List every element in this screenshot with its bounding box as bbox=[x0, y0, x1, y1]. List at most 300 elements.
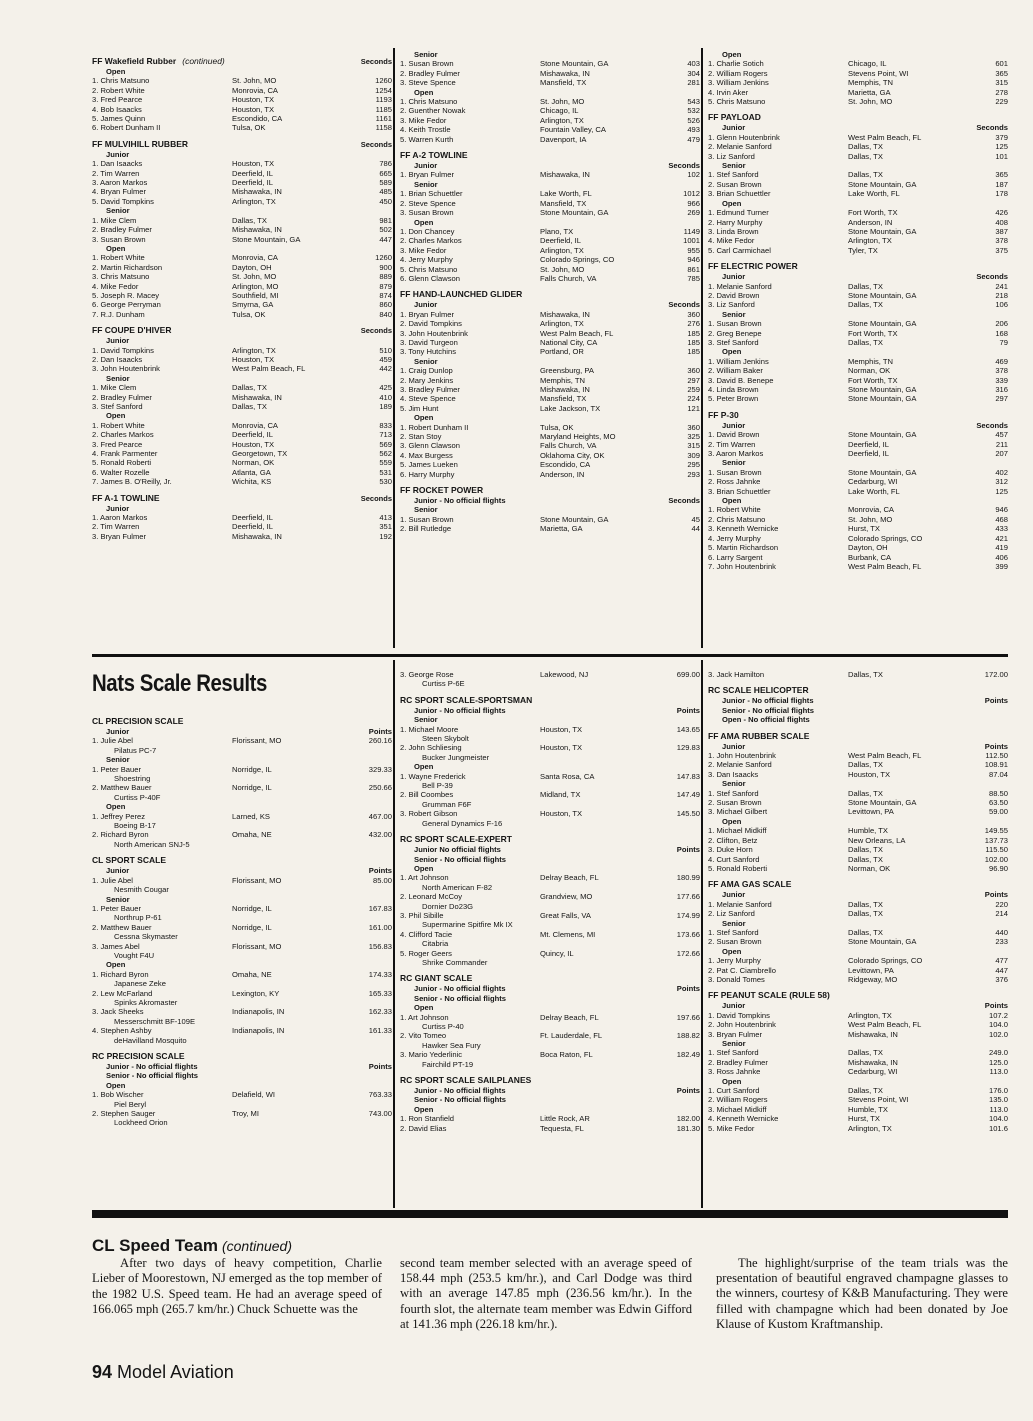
aircraft-name: Citabria bbox=[422, 939, 449, 949]
competitor-name: 2. Charles Markos bbox=[92, 430, 154, 440]
competitor-name: 1. Jeffrey Perez bbox=[92, 811, 146, 821]
competitor-location: West Palm Beach, FL bbox=[848, 1020, 922, 1030]
result-row bbox=[400, 451, 700, 460]
results-section bbox=[708, 670, 1008, 679]
result-row bbox=[92, 923, 392, 932]
category-row bbox=[708, 458, 1008, 467]
competitor-name: 3. Phil Sibille bbox=[400, 910, 444, 920]
result-row bbox=[92, 1007, 392, 1016]
section-title-text bbox=[400, 695, 532, 706]
results-column-b bbox=[400, 50, 700, 648]
result-row bbox=[400, 97, 700, 106]
section-name: RC PRECISION SCALE bbox=[92, 1051, 185, 1061]
result-row bbox=[708, 1114, 1008, 1123]
category-label: Open bbox=[106, 1080, 126, 1090]
result-value: 224 bbox=[687, 394, 700, 404]
result-row bbox=[92, 197, 392, 206]
competitor-location: Stone Mountain, GA bbox=[848, 467, 917, 477]
result-row bbox=[92, 310, 392, 319]
competitor-location: Dallas, TX bbox=[848, 170, 883, 180]
result-row bbox=[708, 300, 1008, 309]
competitor-name: 3. Mario Yederlinic bbox=[400, 1050, 463, 1060]
category-row bbox=[92, 336, 392, 345]
competitor-name: 2. Susan Brown bbox=[708, 937, 762, 947]
competitor-name: 4. Linda Brown bbox=[708, 385, 759, 394]
competitor-name: 4. Clifford Tacie bbox=[400, 929, 453, 939]
section-title-text bbox=[400, 150, 468, 161]
result-row bbox=[400, 1114, 700, 1123]
result-value: 59.00 bbox=[988, 807, 1008, 817]
category-label: Junior bbox=[722, 272, 746, 282]
section-title-text bbox=[92, 855, 166, 866]
competitor-location: Escondido, CA bbox=[540, 460, 591, 470]
result-row bbox=[708, 670, 1008, 679]
aircraft-name: North American SNJ-5 bbox=[114, 839, 190, 849]
result-value: 112.50 bbox=[985, 751, 1008, 761]
competitor-name: 2. Susan Brown bbox=[708, 179, 762, 189]
competitor-name: 5. Chris Matsuno bbox=[708, 97, 766, 107]
result-value: 207 bbox=[995, 449, 1008, 459]
section-name: FF MULVIHILL RUBBER bbox=[92, 138, 189, 149]
result-value: 1161 bbox=[375, 114, 392, 124]
competitor-name: 2. Susan Brown bbox=[708, 798, 762, 808]
result-value: 457 bbox=[995, 430, 1008, 440]
competitor-location: Portland, OR bbox=[540, 347, 584, 357]
result-value: 786 bbox=[379, 159, 392, 169]
unit-label bbox=[968, 947, 1008, 956]
competitor-name: 3. James Abel bbox=[92, 941, 140, 951]
competitor-name: 2. Ross Jahnke bbox=[708, 477, 761, 487]
competitor-name: 4. Steve Spence bbox=[400, 394, 456, 404]
category-label: Junior bbox=[722, 123, 746, 133]
competitor-name: 1. Brian Schuettler bbox=[400, 189, 463, 199]
result-row bbox=[708, 291, 1008, 300]
competitor-location: Troy, MI bbox=[232, 1109, 259, 1119]
competitor-location: Midland, TX bbox=[540, 790, 581, 800]
competitor-name: 1. Stef Sanford bbox=[708, 788, 759, 798]
competitor-location: Fort Worth, TX bbox=[848, 328, 898, 338]
competitor-location: New Orleans, LA bbox=[848, 835, 906, 845]
category-row bbox=[400, 161, 700, 170]
category-label: Junior No official flights bbox=[414, 845, 501, 855]
result-value: 1001 bbox=[683, 236, 700, 246]
competitor-name: 3. Kenneth Wernicke bbox=[708, 524, 779, 534]
results-section bbox=[708, 112, 1008, 255]
competitor-location: Escondido, CA bbox=[232, 114, 283, 124]
unit-label bbox=[660, 50, 700, 59]
result-value: 532 bbox=[687, 106, 700, 116]
competitor-name: 1. Michael Moore bbox=[400, 724, 459, 734]
competitor-location: Arlington, TX bbox=[848, 1010, 892, 1020]
competitor-name: 2. Mary Jenkins bbox=[400, 375, 454, 385]
result-row bbox=[400, 246, 700, 255]
category-row bbox=[92, 960, 392, 969]
competitor-name: 2. Dan Isaacks bbox=[92, 354, 143, 364]
result-row bbox=[400, 1031, 700, 1040]
unit-label bbox=[968, 496, 1008, 505]
competitor-location: Norman, OK bbox=[232, 458, 275, 468]
category-label: Senior bbox=[414, 179, 438, 189]
result-row bbox=[92, 430, 392, 439]
result-row bbox=[400, 911, 700, 920]
competitor-name: 5. Carl Carmichael bbox=[708, 245, 771, 255]
category-label: Senior - No official flights bbox=[414, 854, 506, 864]
competitor-location: Stone Mountain, GA bbox=[848, 430, 917, 440]
category-label: Senior bbox=[722, 918, 746, 928]
article-title bbox=[92, 1238, 382, 1254]
competitor-location: Memphis, TN bbox=[848, 356, 894, 366]
category-row bbox=[92, 1071, 392, 1080]
result-row bbox=[92, 477, 392, 486]
aircraft-name: Spinks Akromaster bbox=[114, 997, 178, 1007]
result-value: 543 bbox=[687, 97, 700, 107]
result-value: 763.33 bbox=[368, 1090, 392, 1100]
competitor-location: Mansfield, TX bbox=[540, 198, 587, 208]
aircraft-name: Messerschmitt BF-109E bbox=[114, 1016, 196, 1026]
section-name: FF A-1 TOWLINE bbox=[92, 492, 160, 503]
result-row bbox=[400, 743, 700, 752]
aircraft-name: Pilatus PC-7 bbox=[114, 745, 157, 755]
unit-label: Seconds bbox=[976, 272, 1008, 282]
competitor-location: Deerfield, IL bbox=[540, 236, 581, 246]
section-title-text bbox=[708, 261, 798, 272]
competitor-location: Dallas, TX bbox=[848, 845, 883, 855]
competitor-name: 2. Clifton, Betz bbox=[708, 835, 758, 845]
section-name: FF ROCKET POWER bbox=[400, 485, 484, 496]
competitor-location: Arlington, TX bbox=[540, 115, 584, 125]
competitor-name: 1. Chris Matsuno bbox=[400, 97, 458, 107]
results-section bbox=[92, 855, 392, 1045]
result-row bbox=[400, 310, 700, 319]
result-row bbox=[708, 477, 1008, 486]
result-value: 178 bbox=[995, 189, 1008, 199]
competitor-location: Houston, TX bbox=[232, 439, 275, 449]
unit-label bbox=[968, 1077, 1008, 1086]
result-row bbox=[708, 1020, 1008, 1029]
competitor-location: Little Rock, AR bbox=[540, 1114, 590, 1124]
article-paragraph: second team member selected with an average speed of 158.44 mph (253.5 km/hr.), and Carl Dodge was third with an average 147.85 mph (236.56 km/hr.). In the fourth slot, the alternate team member was Edwin Gifford at 141.36 mph (226.18 km/hr.). bbox=[400, 1256, 692, 1331]
competitor-name: 1. Wayne Frederick bbox=[400, 771, 466, 781]
section-title-text bbox=[708, 410, 739, 421]
competitor-name: 2. Pat C. Ciambrello bbox=[708, 965, 776, 975]
section-title-text bbox=[708, 879, 791, 890]
category-row bbox=[708, 496, 1008, 505]
result-value: 329.33 bbox=[368, 764, 392, 774]
result-value: 699.00 bbox=[676, 670, 700, 679]
competitor-location: St. John, MO bbox=[232, 272, 277, 282]
section-title bbox=[708, 731, 1008, 742]
competitor-location: Deerfield, IL bbox=[232, 168, 273, 178]
category-row bbox=[708, 199, 1008, 208]
result-value: 214 bbox=[995, 909, 1008, 919]
competitor-name: 3. Mike Fedor bbox=[400, 115, 447, 125]
result-value: 113.0 bbox=[989, 1104, 1008, 1114]
result-row bbox=[708, 338, 1008, 347]
result-row bbox=[708, 956, 1008, 965]
unit-label bbox=[968, 919, 1008, 928]
result-row bbox=[708, 97, 1008, 106]
result-value: 107.2 bbox=[988, 1010, 1008, 1020]
competitor-name: 4. Mike Fedor bbox=[708, 236, 755, 246]
aircraft-row bbox=[400, 1041, 700, 1050]
unit-label bbox=[968, 310, 1008, 319]
category-row bbox=[400, 845, 700, 854]
category-label: Junior bbox=[106, 149, 130, 159]
result-value: 96.90 bbox=[988, 863, 1008, 873]
result-value: 900 bbox=[379, 262, 392, 272]
results-section bbox=[400, 485, 700, 534]
competitor-name: 6. Robert Dunham II bbox=[92, 123, 161, 133]
results-section bbox=[708, 410, 1008, 572]
competitor-name: 5. Chris Matsuno bbox=[400, 264, 458, 274]
result-value: 147.83 bbox=[676, 771, 700, 781]
competitor-name: 1. Charlie Sotich bbox=[708, 59, 764, 69]
competitor-location: West Palm Beach, FL bbox=[848, 751, 922, 761]
competitor-location: Dallas, TX bbox=[848, 1048, 883, 1058]
result-value: 304 bbox=[687, 68, 700, 78]
result-value: 562 bbox=[379, 449, 392, 459]
category-label: Senior bbox=[722, 458, 746, 468]
competitor-location: Marietta, GA bbox=[540, 524, 583, 534]
competitor-name: 2. Tim Warren bbox=[708, 439, 756, 449]
unit-label bbox=[968, 458, 1008, 467]
aircraft-name: Hawker Sea Fury bbox=[422, 1040, 481, 1050]
result-value: 526 bbox=[687, 115, 700, 125]
result-row bbox=[708, 88, 1008, 97]
competitor-location: Florissant, MO bbox=[232, 875, 282, 885]
section-title-text bbox=[92, 493, 160, 504]
competitor-location: Mishawaka, IN bbox=[232, 531, 282, 541]
category-row bbox=[400, 496, 700, 505]
competitor-location: Grandview, MO bbox=[540, 892, 593, 902]
column-divider bbox=[393, 660, 395, 1208]
category-label: Open bbox=[722, 347, 742, 357]
aircraft-name: Steen Skybolt bbox=[422, 734, 469, 744]
result-value: 297 bbox=[687, 375, 700, 385]
competitor-location: Stone Mountain, GA bbox=[848, 319, 917, 329]
section-unit: Seconds bbox=[360, 326, 392, 336]
result-row bbox=[400, 265, 700, 274]
competitor-name: 1. Aaron Markos bbox=[92, 513, 148, 523]
result-value: 419 bbox=[995, 543, 1008, 553]
competitor-name: 3. Bryan Fulmer bbox=[92, 531, 147, 541]
category-label: Junior - No official flights bbox=[414, 984, 506, 994]
competitor-location: Humble, TX bbox=[848, 1104, 888, 1114]
category-label: Junior bbox=[414, 300, 438, 310]
section-title bbox=[708, 990, 1008, 1001]
unit-label bbox=[968, 199, 1008, 208]
result-value: 351 bbox=[379, 522, 392, 532]
section-name: FF P-30 bbox=[708, 409, 739, 420]
competitor-location: Monrovia, CA bbox=[232, 253, 279, 263]
competitor-name: 2. Stephen Sauger bbox=[92, 1109, 156, 1119]
competitor-location: Mishawaka, IN bbox=[540, 309, 590, 319]
competitor-location: West Palm Beach, FL bbox=[540, 328, 614, 338]
section-title-text bbox=[708, 112, 761, 123]
category-row bbox=[92, 802, 392, 811]
result-value: 413 bbox=[379, 513, 392, 523]
category-row bbox=[708, 347, 1008, 356]
result-value: 531 bbox=[379, 467, 392, 477]
unit-label: Points bbox=[676, 984, 700, 994]
competitor-name: 1. Stef Sanford bbox=[708, 170, 759, 180]
result-value: 665 bbox=[379, 168, 392, 178]
aircraft-row bbox=[92, 774, 392, 783]
result-value: 101.6 bbox=[988, 1123, 1008, 1133]
competitor-location: Houston, TX bbox=[540, 743, 583, 753]
competitor-name: 7. John Houtenbrink bbox=[708, 561, 776, 571]
section-name: RC SCALE HELICOPTER bbox=[708, 685, 809, 696]
aircraft-row bbox=[92, 1017, 392, 1026]
result-value: 402 bbox=[995, 467, 1008, 477]
result-row bbox=[400, 515, 700, 524]
competitor-location: Davenport, IA bbox=[540, 134, 587, 144]
result-value: 79 bbox=[999, 337, 1008, 347]
category-label: Senior bbox=[106, 894, 130, 904]
aircraft-name: Supermarine Spitfire Mk IX bbox=[422, 920, 513, 930]
aircraft-name: Curtiss P-40 bbox=[422, 1022, 464, 1031]
result-row bbox=[708, 366, 1008, 375]
competitor-location: Stone Mountain, GA bbox=[232, 234, 301, 244]
result-value: 316 bbox=[995, 385, 1008, 394]
result-row bbox=[708, 218, 1008, 227]
section-name: FF Wakefield Rubber bbox=[92, 56, 177, 66]
result-row bbox=[400, 338, 700, 347]
results-section bbox=[400, 834, 700, 967]
result-value: 467.00 bbox=[368, 811, 392, 821]
category-row bbox=[92, 206, 392, 215]
result-row bbox=[708, 760, 1008, 769]
competitor-name: 3. Michael Gilbert bbox=[708, 807, 768, 817]
result-value: 379 bbox=[995, 132, 1008, 142]
unit-label bbox=[968, 817, 1008, 826]
result-row bbox=[708, 59, 1008, 68]
competitor-name: 2. Richard Byron bbox=[92, 830, 149, 840]
category-label: Open bbox=[722, 50, 742, 59]
category-row bbox=[400, 706, 700, 715]
unit-label: Seconds bbox=[668, 300, 700, 310]
competitor-location: Chicago, IL bbox=[848, 59, 887, 69]
aircraft-name: North American F-82 bbox=[422, 882, 493, 892]
result-row bbox=[400, 199, 700, 208]
aircraft-row bbox=[400, 958, 700, 967]
result-row bbox=[92, 114, 392, 123]
result-value: 44 bbox=[691, 524, 700, 534]
category-label: Open bbox=[414, 87, 434, 97]
results-section bbox=[400, 150, 700, 283]
competitor-location: Norman, OK bbox=[848, 366, 891, 376]
section-title-text bbox=[92, 325, 171, 336]
section-title bbox=[92, 716, 392, 727]
aircraft-name: Boeing B-17 bbox=[114, 821, 156, 831]
result-value: 165.33 bbox=[368, 988, 392, 998]
result-row bbox=[708, 909, 1008, 918]
section-name: RC GIANT SCALE bbox=[400, 973, 473, 984]
results-section bbox=[400, 50, 700, 144]
category-label: Senior bbox=[414, 505, 438, 515]
result-row bbox=[708, 487, 1008, 496]
competitor-name: 2. Tim Warren bbox=[92, 168, 140, 178]
section-name: FF A-2 TOWLINE bbox=[400, 150, 468, 161]
competitor-location: West Palm Beach, FL bbox=[848, 132, 922, 142]
result-value: 315 bbox=[687, 441, 700, 451]
section-name: FF ELECTRIC POWER bbox=[708, 261, 798, 272]
competitor-name: 1. Peter Bauer bbox=[92, 764, 141, 774]
unit-label bbox=[968, 706, 1008, 715]
section-title-text bbox=[400, 1075, 531, 1086]
aircraft-name: Bell P-39 bbox=[422, 781, 453, 791]
article-title-continued: (continued) bbox=[221, 1238, 293, 1254]
competitor-name: 4. Kenneth Wernicke bbox=[708, 1114, 779, 1124]
competitor-location: Smyrna, GA bbox=[232, 300, 274, 310]
competitor-location: Monrovia, CA bbox=[232, 85, 279, 95]
result-row bbox=[92, 178, 392, 187]
competitor-name: 1. Bryan Fulmer bbox=[400, 170, 455, 180]
result-value: 442 bbox=[379, 364, 392, 374]
category-row bbox=[708, 272, 1008, 281]
result-row bbox=[708, 449, 1008, 458]
competitor-location: Chicago, IL bbox=[540, 106, 579, 116]
category-row bbox=[92, 727, 392, 736]
result-value: 197.66 bbox=[676, 1012, 700, 1022]
section-title-text bbox=[400, 973, 472, 984]
section-title-text bbox=[92, 1051, 185, 1062]
result-row bbox=[92, 123, 392, 132]
result-row bbox=[92, 765, 392, 774]
competitor-location: Houston, TX bbox=[540, 809, 583, 819]
competitor-name: 2. Lew McFarland bbox=[92, 988, 153, 998]
competitor-name: 1. William Jenkins bbox=[708, 356, 769, 366]
competitor-location: Plano, TX bbox=[540, 226, 574, 236]
result-value: 176.0 bbox=[988, 1086, 1008, 1096]
category-label: Junior bbox=[722, 741, 746, 751]
category-label: Open bbox=[414, 413, 434, 423]
unit-label: Points bbox=[984, 741, 1008, 751]
competitor-location: Georgetown, TX bbox=[232, 449, 288, 459]
aircraft-row bbox=[400, 920, 700, 929]
result-value: 360 bbox=[687, 366, 700, 376]
result-value: 365 bbox=[995, 170, 1008, 180]
result-value: 360 bbox=[687, 309, 700, 319]
result-row bbox=[92, 291, 392, 300]
result-value: 172.66 bbox=[676, 948, 700, 958]
result-row bbox=[708, 1124, 1008, 1133]
category-label: Junior bbox=[414, 161, 438, 171]
category-row bbox=[708, 696, 1008, 705]
result-row bbox=[92, 282, 392, 291]
result-value: 187 bbox=[995, 179, 1008, 189]
section-title bbox=[92, 855, 392, 866]
result-row bbox=[400, 432, 700, 441]
result-row bbox=[400, 347, 700, 356]
result-row bbox=[708, 966, 1008, 975]
competitor-name: 3. Linda Brown bbox=[708, 226, 759, 236]
section-name: RC SPORT SCALE SAILPLANES bbox=[400, 1075, 532, 1086]
competitor-location: Mishawaka, IN bbox=[848, 1057, 898, 1067]
result-value: 189 bbox=[379, 402, 392, 411]
competitor-name: 5. Peter Brown bbox=[708, 394, 759, 404]
section-title bbox=[708, 112, 1008, 123]
results-column-d bbox=[92, 670, 392, 1205]
result-row bbox=[400, 236, 700, 245]
results-section bbox=[708, 879, 1008, 984]
unit-label bbox=[660, 413, 700, 422]
competitor-location: Ft. Lauderdale, FL bbox=[540, 1031, 603, 1041]
aircraft-row bbox=[92, 951, 392, 960]
result-value: 102.0 bbox=[988, 1029, 1008, 1039]
category-label: Open bbox=[414, 217, 434, 227]
result-value: 104.0 bbox=[988, 1020, 1008, 1030]
